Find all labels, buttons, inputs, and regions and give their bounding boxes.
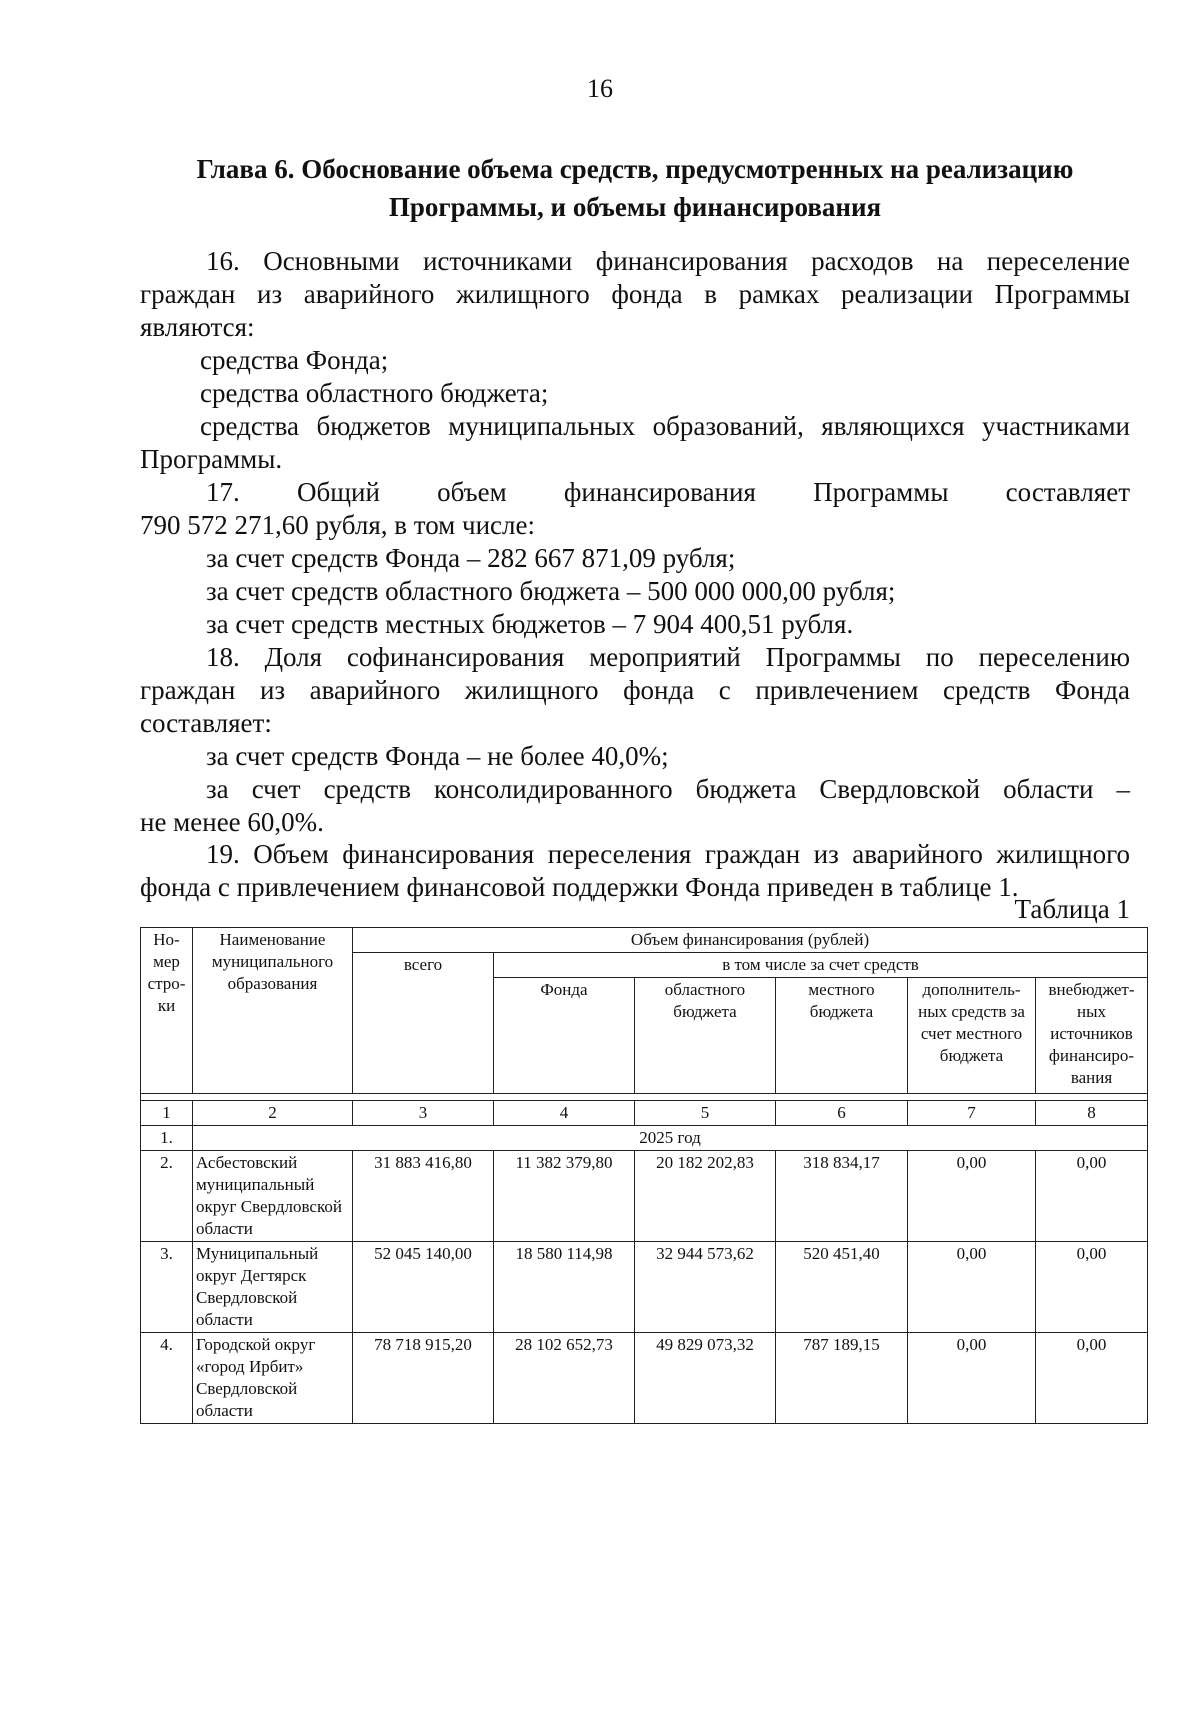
financing-table: [140, 927, 1148, 1424]
p16-item-2: средства областного бюджета;: [200, 378, 549, 408]
paragraph-17: [140, 476, 1130, 641]
table-row: [141, 1242, 1148, 1333]
column-number: 3: [353, 1101, 494, 1126]
p16-line-1: 16. Основными источниками финансирования расходов на переселение: [206, 246, 1130, 276]
p18-item-1: за счет средств Фонда – не более 40,0%;: [206, 741, 669, 771]
total-value: 52 045 140,00: [353, 1242, 494, 1333]
column-number: 2: [193, 1101, 353, 1126]
header-including: в том числе за счет средств: [494, 953, 1148, 978]
header-number: Но-мер стро-ки: [141, 928, 193, 1094]
municipality-name: Асбестовский муниципальный округ Свердловской области: [193, 1151, 353, 1242]
extra-value: 0,00: [1036, 1151, 1148, 1242]
header-spacer: [141, 1094, 1148, 1101]
header-municipality: Наименование муниципального образования: [193, 928, 353, 1094]
heading-line-2: Программы, и объемы финансирования: [388, 192, 882, 222]
column-number: 6: [776, 1101, 908, 1126]
year-row: [141, 1126, 1148, 1151]
p18-line-1: 18. Доля софинансирования мероприятий Программы по переселению: [206, 642, 1130, 672]
row-number: 2.: [141, 1151, 193, 1242]
fund-value: 28 102 652,73: [494, 1333, 635, 1424]
header-regional: областного бюджета: [635, 978, 776, 1094]
municipality-name: Городской округ «город Ирбит» Свердловской области: [193, 1333, 353, 1424]
extra-value: 0,00: [1036, 1242, 1148, 1333]
fund-value: 18 580 114,98: [494, 1242, 635, 1333]
local-value: 318 834,17: [776, 1151, 908, 1242]
p16-item-3b: Программы.: [140, 444, 283, 474]
fund-value: 11 382 379,80: [494, 1151, 635, 1242]
header-extra: внебюджет-ных источников финансиро-вания: [1036, 978, 1148, 1094]
p19-line-1: 19. Объем финансирования переселения граждан из аварийного жилищного: [206, 839, 1130, 869]
p17-item-2: за счет средств областного бюджета – 500 000 000,00 рубля;: [206, 576, 896, 606]
row-number: 4.: [141, 1333, 193, 1424]
row-number: 3.: [141, 1242, 193, 1333]
header-additional: дополнитель-ных средств за счет местного бюджета: [908, 978, 1036, 1094]
chapter-heading: [140, 150, 1130, 226]
additional-value: 0,00: [908, 1333, 1036, 1424]
year-label: 2025 год: [193, 1126, 1148, 1151]
local-value: 520 451,40: [776, 1242, 908, 1333]
page-number: 16: [587, 74, 613, 103]
regional-value: 32 944 573,62: [635, 1242, 776, 1333]
p18-line-2: граждан из аварийного жилищного фонда с привлечением средств Фонда: [140, 675, 1130, 705]
local-value: 787 189,15: [776, 1333, 908, 1424]
extra-value: 0,00: [1036, 1333, 1148, 1424]
header-fund: Фонда: [494, 978, 635, 1094]
column-number: 1: [141, 1101, 193, 1126]
year-row-number: 1.: [141, 1126, 193, 1151]
additional-value: 0,00: [908, 1151, 1036, 1242]
paragraph-19: [140, 838, 1130, 904]
p16-line-3: являются:: [140, 312, 255, 342]
header-row-1: [141, 928, 1148, 953]
regional-value: 49 829 073,32: [635, 1333, 776, 1424]
heading-line-1: Глава 6. Обоснование объема средств, предусмотренных на реализацию: [196, 154, 1074, 184]
table-caption: Таблица 1: [1014, 894, 1130, 924]
p18-item-2b: не менее 60,0%.: [140, 807, 324, 837]
regional-value: 20 182 202,83: [635, 1151, 776, 1242]
municipality-name: Муниципальный округ Дегтярск Свердловской области: [193, 1242, 353, 1333]
p17-line-2: 790 572 271,60 рубля, в том числе:: [140, 510, 535, 540]
total-value: 78 718 915,20: [353, 1333, 494, 1424]
p16-item-1: средства Фонда;: [200, 345, 389, 375]
table-row: [141, 1333, 1148, 1424]
total-value: 31 883 416,80: [353, 1151, 494, 1242]
p18-line-3: составляет:: [140, 708, 272, 738]
p17-item-1: за счет средств Фонда – 282 667 871,09 рубля;: [206, 543, 736, 573]
p18-item-2a: за счет средств консолидированного бюджета Свердловской области –: [206, 774, 1130, 804]
p16-line-2: граждан из аварийного жилищного фонда в рамках реализации Программы: [140, 279, 1130, 309]
p17-item-3: за счет средств местных бюджетов – 7 904 400,51 рубля.: [206, 609, 854, 639]
additional-value: 0,00: [908, 1242, 1036, 1333]
table-row: [141, 1151, 1148, 1242]
header-volume: Объем финансирования (рублей): [353, 928, 1148, 953]
column-number: 8: [1036, 1101, 1148, 1126]
paragraph-18: [140, 641, 1130, 839]
header-total: всего: [353, 953, 494, 1094]
column-number: 5: [635, 1101, 776, 1126]
column-number: 4: [494, 1101, 635, 1126]
paragraph-16: [140, 245, 1130, 476]
p17-line-1: 17. Общий объем финансирования Программы составляет: [206, 477, 1130, 507]
p19-line-2: фонда с привлечением финансовой поддержки Фонда приведен в таблице 1.: [140, 872, 1019, 902]
column-number-row: [141, 1101, 1148, 1126]
p16-item-3a: средства бюджетов муниципальных образований, являющихся участниками: [200, 411, 1130, 441]
header-local: местного бюджета: [776, 978, 908, 1094]
column-number: 7: [908, 1101, 1036, 1126]
